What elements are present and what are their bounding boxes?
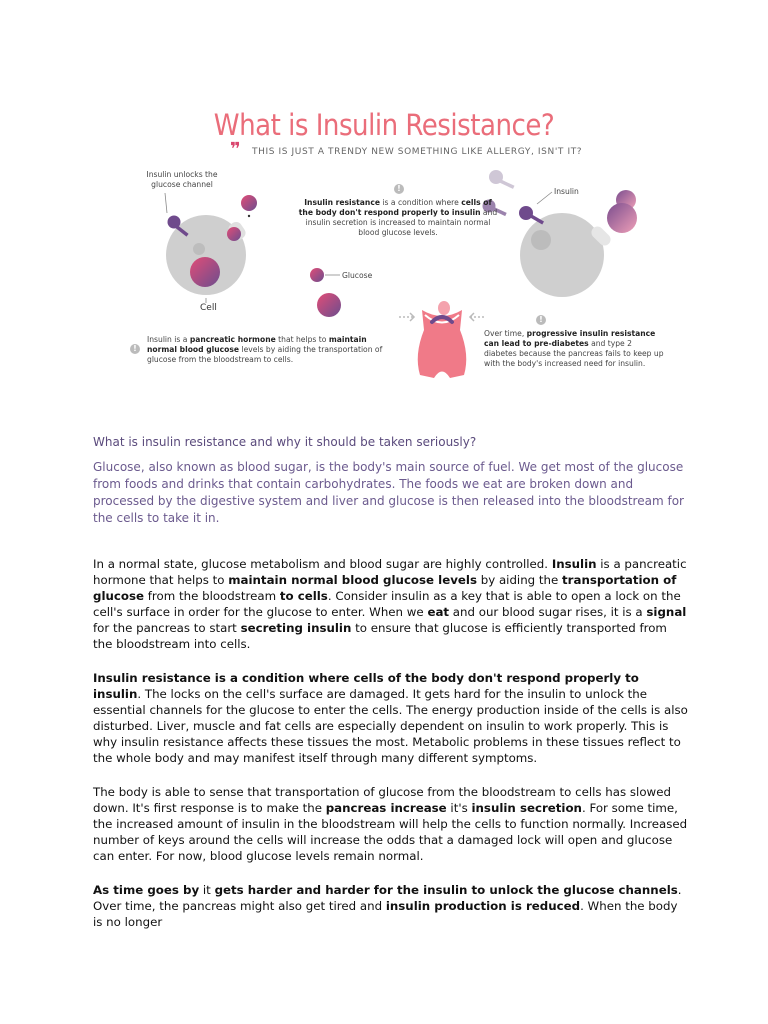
paragraph-time-goes-by: As time goes by it gets harder and harder for the insulin to unlock the glucose channels. Over time, the pancreas might also get tired and insulin production is reduced. When the body is no longer [93, 883, 682, 929]
note-center: Insulin resistance is a condition where cells of the body don't respond properly to insulin and insulin secretion is increased to maintain normal blood glucose levels. [298, 198, 498, 237]
glucose-left-mid [227, 227, 241, 241]
paragraph-insulin-resistance: Insulin resistance is a condition where cells of the body don't respond properly to insulin. The locks on the cell's surface are damaged. It gets hard for the insulin to unlock the essential channels for the glucose to enter the cells. The energy production inside of the cells is also disturbed. Liver, muscle and fat cells are especially dependent on insulin to work properly. This is why insulin resistance affects these tissues the most. Metabolic problems in these tissues reflect to the whole body and may manifest itself through many different symptoms. [93, 671, 688, 765]
paragraph-body-response: The body is able to sense that transportation of glucose from the bloodstream to cells has slowed down. It's first response is to make the pancreas increase it's insulin secretion. For some time, the increased amount of insulin in the bloodstream will help the cells to function normally. Increased number of keys around the cells will increase the odds that a damaged lock will open and glucose can enter. For now, blood glucose levels remain normal. [93, 785, 688, 863]
info-icon-left: ! [130, 344, 140, 354]
glucose-left-top [241, 195, 257, 211]
note-bottom-right: Over time, progressive insulin resistance can lead to pre-diabetes and type 2 diabetes because the pancreas fails to keep up with the body's increased need for insulin. [484, 329, 664, 368]
section-heading: What is insulin resistance and why it should be taken seriously? [93, 435, 477, 449]
infographic-title: What is Insulin Resistance? [213, 108, 555, 142]
note-bottom-left: Insulin is a pancreatic hormone that helps to maintain normal blood glucose levels by aiding the transportation of glucose from the bloodstream to cells. [147, 335, 383, 364]
cell-right [520, 213, 604, 297]
glucose-in-cell-left [190, 257, 220, 287]
label-insulin-unlocks: Insulin unlocks the glucose channel [146, 170, 218, 189]
torso-illustration [399, 301, 485, 378]
info-icon-right: ! [536, 315, 546, 325]
label-cell: Cell [200, 303, 217, 313]
infographic-subtitle: ❞ THIS IS JUST A TRENDY NEW SOMETHING LIKE ALLERGY, ISN'T IT? [230, 139, 583, 160]
glucose-right-large [607, 203, 637, 233]
label-glucose: Glucose [342, 271, 373, 280]
glucose-legend-small [310, 268, 324, 282]
label-insulin: Insulin [554, 187, 579, 196]
insulin-infographic [92, 100, 676, 390]
paragraph-normal-state: In a normal state, glucose metabolism and blood sugar are highly controlled. Insulin is a pancreatic hormone that helps to maintain normal blood glucose levels by aiding the transportation of glucose from the bloodstream to cells. Consider insulin as a key that is able to open a lock on the cell's surface in order for the glucose to enter. When we eat and our blood sugar rises, it is a signal for the pancreas to start secreting insulin to ensure that glucose is efficiently transported from the bloodstream into cells. [93, 557, 687, 651]
info-icon-center: ! [394, 184, 404, 194]
quote-icon: ❞ [230, 139, 242, 160]
intro-paragraph: Glucose, also known as blood sugar, is the body's main source of fuel. We get most of the glucose from foods and drinks that contain carbohydrates. The foods we eat are broken down and processed by the digestive system and liver and glucose is then released into the bloodstream for the cells to take it in. [93, 460, 684, 525]
insulin-key-grey-top [489, 170, 515, 189]
glucose-legend-large [317, 293, 341, 317]
